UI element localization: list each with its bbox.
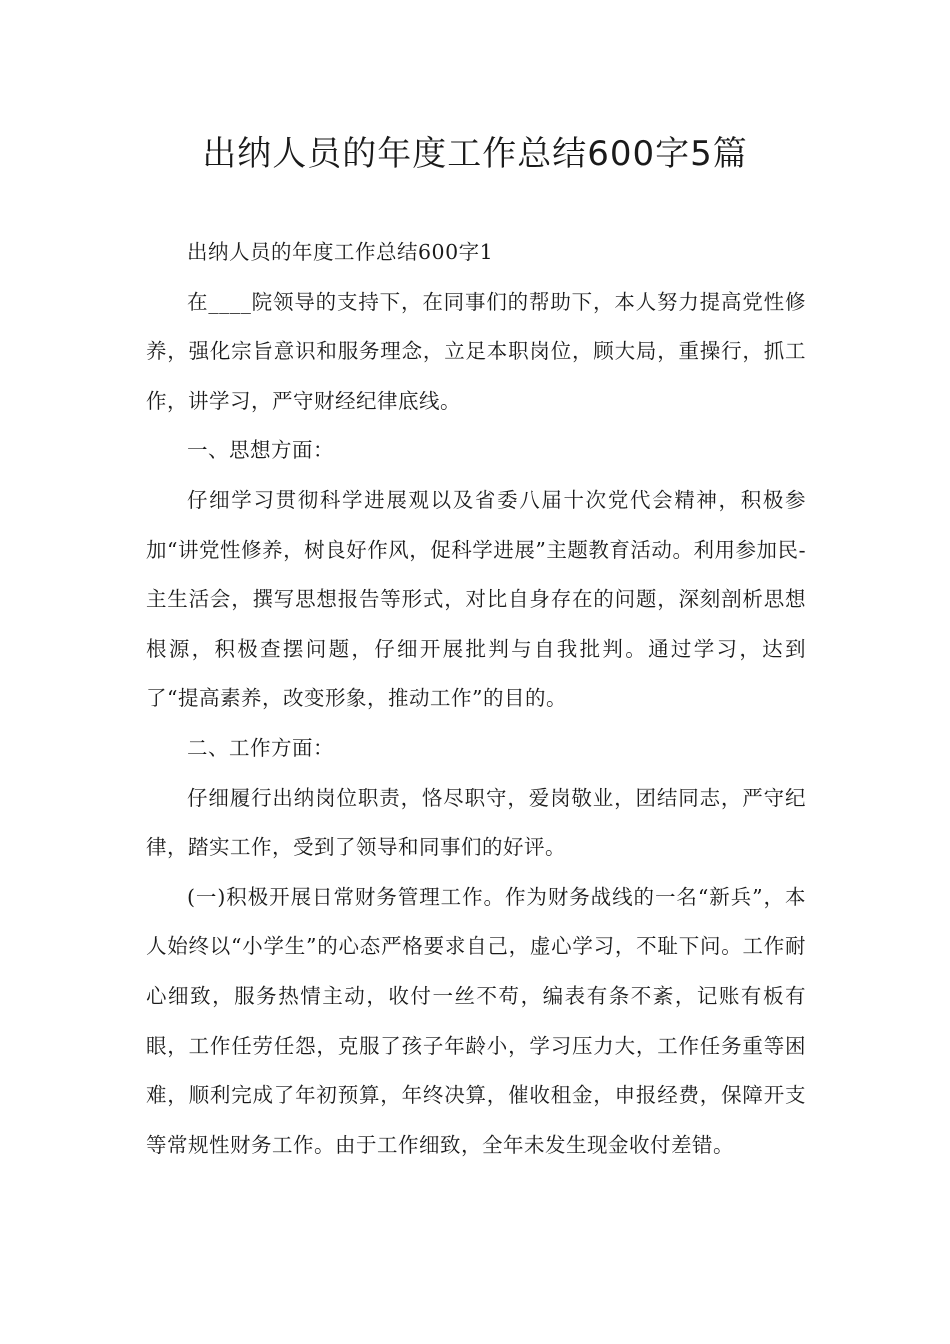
document-title: 出纳人员的年度工作总结600字5篇 (202, 134, 748, 174)
section-heading: 一、思想方面： (187, 438, 334, 463)
document-body (146, 228, 806, 1170)
body-paragraph: 仔细履行出纳岗位职责，恪尽职守，爱岗敬业，团结同志，严守纪律，踏实工作，受到了领导和同事们的好评。 (146, 785, 806, 860)
intro-paragraph: 在____院领导的支持下，在同事们的帮助下，本人努力提高党性修养，强化宗旨意识和服务理念，立足本职岗位，顾大局，重操行，抓工作，讲学习，严守财经纪律底线。 (146, 289, 806, 413)
body-paragraph: 仔细学习贯彻科学进展观以及省委八届十次党代会精神，积极参加“讲党性修养，树良好作风，促科学进展”主题教育活动。利用参加民-主生活会，撰写思想报告等形式，对比自身存在的问题，深刻剖析思想根源，积极查摆问题，仔细开展批判与自我批判。通过学习，达到了“提高素养，改变形象，推动工作”的目的。 (146, 487, 806, 711)
section-heading: 出纳人员的年度工作总结600字1 (187, 240, 494, 264)
section-heading: 二、工作方面： (187, 735, 334, 760)
body-paragraph: (一)积极开展日常财务管理工作。作为财务战线的一名“新兵”，本人始终以“小学生”的心态严格要求自己，虚心学习，不耻下问。工作耐心细致，服务热情主动，收付一丝不苟，编表有条不紊，记账有板有眼，工作任劳任怨，克服了孩子年龄小，学习压力大，工作任务重等困难，顺利完成了年初预算，年终决算，催收租金，申报经费，保障开支等常规性财务工作。由于工作细致，全年未发生现金收付差错。 (146, 884, 806, 1157)
